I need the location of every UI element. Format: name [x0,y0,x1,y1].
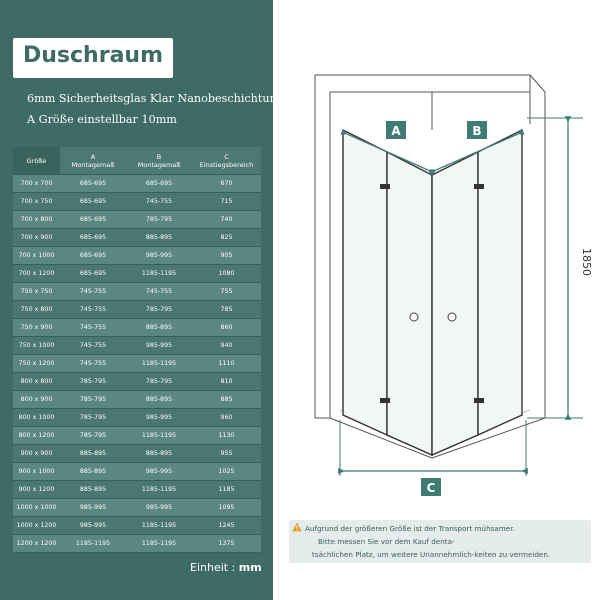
cell-size: 700 x 900 [13,229,60,247]
header-b [126,147,192,175]
cell-c: 810 [192,373,261,391]
notice-line-3: tsächlichen Platz, um weitere Unannehmlich-keiten zu vermeiden. [312,550,551,559]
hinge-right-top [474,184,484,189]
cell-b: 885-895 [126,445,192,463]
cell-c: 955 [192,445,261,463]
table-row [13,535,261,553]
left-door-inner-panel [387,152,432,455]
table-row [13,211,261,229]
cell-b: 785-795 [126,211,192,229]
cell-c: 670 [192,175,261,193]
right-wall-outer [530,75,545,418]
cell-size: 750 x 1200 [13,355,60,373]
table-row [13,247,261,265]
unit-note [190,561,262,574]
cell-a: 685-695 [60,175,126,193]
cell-size: 700 x 750 [13,193,60,211]
cell-b: 985-995 [126,337,192,355]
table-row [13,193,261,211]
cell-b: 745-755 [126,283,192,301]
cell-a: 885-895 [60,445,126,463]
cell-c: 1245 [192,517,261,535]
left-knob [410,313,418,321]
cell-size: 800 x 800 [13,373,60,391]
cell-c: 1025 [192,463,261,481]
cell-c: 1130 [192,427,261,445]
cell-size: 700 x 1000 [13,247,60,265]
hinge-left-top [380,184,390,189]
transport-notice [289,520,591,563]
cell-b: 885-895 [126,391,192,409]
cell-b: 785-795 [126,301,192,319]
cell-size: 1000 x 1200 [13,517,60,535]
cell-a: 785-795 [60,373,126,391]
table-row [13,481,261,499]
cell-c: 740 [192,211,261,229]
cell-a: 745-755 [60,355,126,373]
table-row [13,229,261,247]
table-header-row [13,147,261,175]
cell-size: 750 x 800 [13,301,60,319]
hinge-right-bottom [474,398,484,403]
dimension-height [527,118,593,418]
cell-c: 960 [192,409,261,427]
table-row [13,499,261,517]
cell-b: 785-795 [126,373,192,391]
table-row [13,337,261,355]
header-sublabel: Einstiegsbereich [199,160,254,169]
cell-a: 745-755 [60,319,126,337]
page-title: Duschraum [23,43,164,68]
table-row [13,175,261,193]
table-row [13,301,261,319]
unit-label: Einheit : [190,561,239,574]
label-a: A [391,124,401,138]
header-c [192,147,261,175]
cell-size: 900 x 900 [13,445,60,463]
right-door-inner-panel [432,152,478,455]
cell-a: 745-755 [60,283,126,301]
header-label: C [224,152,229,161]
table-row [13,463,261,481]
cell-size: 900 x 1200 [13,481,60,499]
cell-a: 985-995 [60,499,126,517]
cell-c: 940 [192,337,261,355]
right-knob [448,313,456,321]
cell-b: 885-895 [126,319,192,337]
cell-a: 885-895 [60,481,126,499]
cell-b: 985-995 [126,247,192,265]
top-wall [315,75,530,124]
cell-b: 1185-1195 [126,265,192,283]
cell-b: 1185-1195 [126,535,192,553]
cell-size: 700 x 800 [13,211,60,229]
cell-size: 700 x 700 [13,175,60,193]
cell-a: 745-755 [60,301,126,319]
table-row [13,391,261,409]
left-door-outer-panel [343,130,387,435]
cell-a: 1185-1195 [60,535,126,553]
header-size [13,147,60,175]
cell-b: 985-995 [126,499,192,517]
cell-a: 685-695 [60,193,126,211]
cell-a: 885-895 [60,463,126,481]
cell-a: 685-695 [60,211,126,229]
cell-size: 900 x 1000 [13,463,60,481]
cell-c: 715 [192,193,261,211]
cell-size: 750 x 900 [13,319,60,337]
cell-a: 785-795 [60,391,126,409]
table-row [13,265,261,283]
cell-b: 1185-1195 [126,355,192,373]
spec-line-adjust: A Größe einstellbar 10mm [27,113,177,126]
cell-a: 685-695 [60,229,126,247]
table-row [13,409,261,427]
unit-value: mm [238,561,262,574]
cell-c: 905 [192,247,261,265]
table-row [13,355,261,373]
header-a [60,147,126,175]
cell-c: 1095 [192,499,261,517]
cell-b: 745-755 [126,193,192,211]
cell-b: 885-895 [126,229,192,247]
cell-c: 825 [192,229,261,247]
header-label: A [90,152,96,161]
left-wall [315,75,330,418]
table-row [13,517,261,535]
cell-c: 755 [192,283,261,301]
cell-size: 800 x 1200 [13,427,60,445]
cell-b: 1185-1195 [126,517,192,535]
cell-b: 1185-1195 [126,481,192,499]
cell-size: 1000 x 1000 [13,499,60,517]
cell-a: 785-795 [60,409,126,427]
table-row [13,445,261,463]
cell-size: 1200 x 1200 [13,535,60,553]
notice-line-1: Aufgrund der größeren Größe ist der Transport mühsamer. [305,524,515,533]
cell-c: 1375 [192,535,261,553]
cell-b: 985-995 [126,409,192,427]
table-row [13,373,261,391]
cell-c: 785 [192,301,261,319]
height-label: 1850 [580,248,593,276]
hinge-left-bottom [380,398,390,403]
cell-a: 685-695 [60,247,126,265]
label-b: B [472,124,482,138]
table-row [13,319,261,337]
cell-b: 685-695 [126,175,192,193]
glass-doors [343,130,522,455]
header-sublabel: Montagemaß [71,160,115,169]
table-row [13,283,261,301]
spec-line-glass: 6mm Sicherheitsglas Klar Nanobeschichtung [27,92,284,105]
cell-size: 700 x 1200 [13,265,60,283]
cell-c: 860 [192,319,261,337]
cell-a: 985-995 [60,517,126,535]
cell-size: 750 x 750 [13,283,60,301]
cell-a: 685-695 [60,265,126,283]
cell-b: 1185-1195 [126,427,192,445]
notice-line-2: Bitte messen Sie vor dem Kauf denta- [318,537,455,546]
label-c: C [426,481,436,495]
cell-b: 985-995 [126,463,192,481]
cell-c: 1185 [192,481,261,499]
cell-a: 745-755 [60,337,126,355]
table-row [13,427,261,445]
shower-diagram [278,64,600,504]
header-sublabel: Montagemaß [137,160,181,169]
size-table [13,147,261,553]
cell-a: 785-795 [60,427,126,445]
cell-c: 885 [192,391,261,409]
title-box [13,38,173,78]
cell-c: 1110 [192,355,261,373]
cell-c: 1080 [192,265,261,283]
cell-size: 800 x 1000 [13,409,60,427]
header-label: Größe [26,156,47,165]
right-door-outer-panel [478,130,522,435]
left-panel [0,0,284,600]
warning-icon [292,522,302,532]
cell-size: 750 x 1000 [13,337,60,355]
cell-size: 800 x 900 [13,391,60,409]
header-label: B [156,152,162,161]
